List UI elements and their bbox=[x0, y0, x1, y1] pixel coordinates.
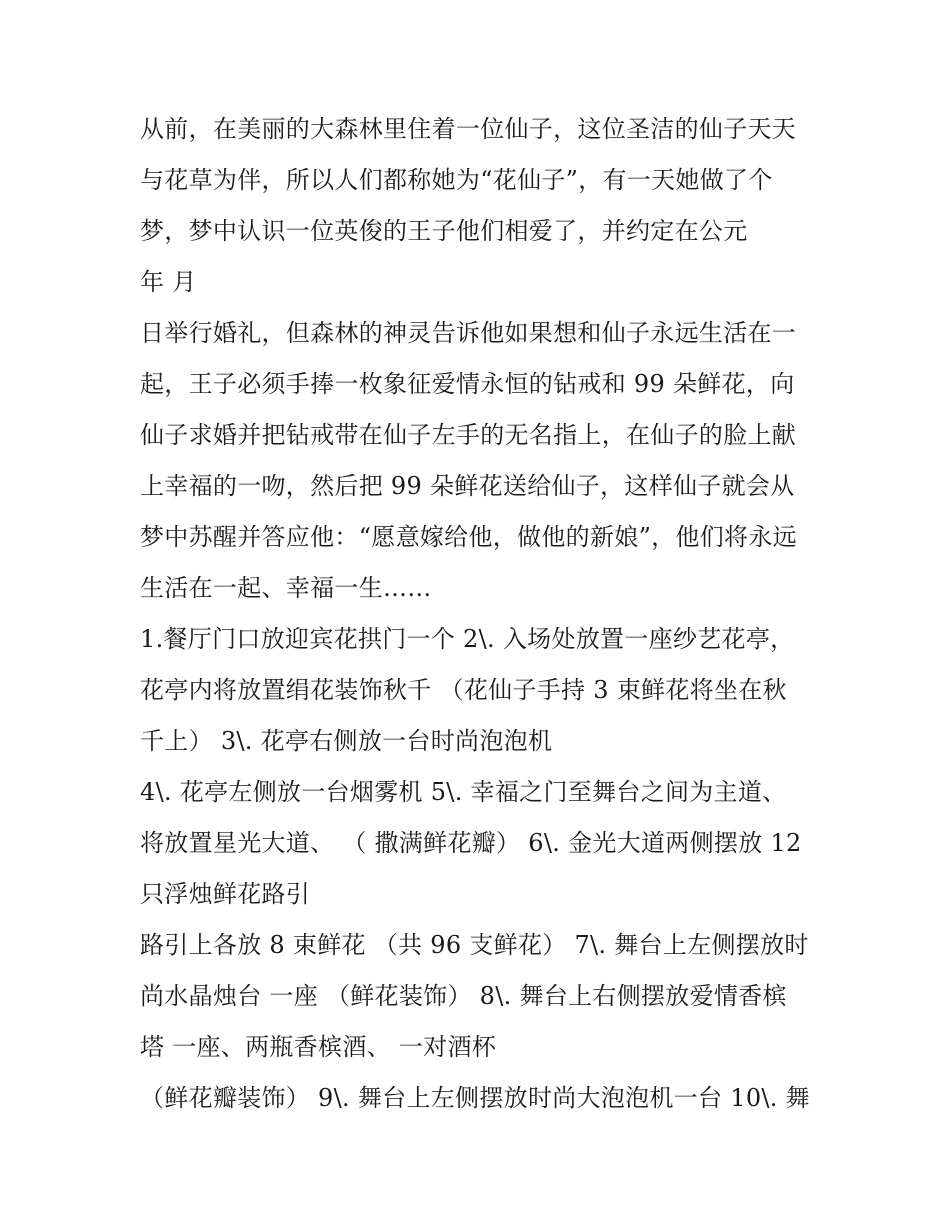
body-text bbox=[140, 104, 830, 1124]
text-line: 与花草为伴，所以人们都称她为“花仙子”，有一天她做了个 bbox=[140, 166, 773, 194]
text-line: 只浮烛鲜花路引 bbox=[140, 880, 311, 908]
text-line: 年 月 bbox=[140, 268, 197, 296]
text-line: 花亭内将放置绢花装饰秋千 （花仙子手持 3 束鲜花将坐在秋 bbox=[140, 676, 787, 704]
text-line: 上幸福的一吻，然后把 99 朵鲜花送给仙子，这样仙子就会从 bbox=[140, 472, 795, 500]
text-line: 塔 一座、两瓶香槟酒、 一对酒杯 bbox=[140, 1033, 497, 1061]
text-line: 起，王子必须手捧一枚象征爱情永恒的钻戒和 99 朵鲜花，向 bbox=[140, 370, 795, 398]
text-line: 4\. 花亭左侧放一台烟雾机 5\. 幸福之门至舞台之间为主道、 bbox=[140, 778, 787, 806]
text-line: 路引上各放 8 束鲜花 （共 96 支鲜花） 7\. 舞台上左侧摆放时 bbox=[140, 931, 809, 959]
text-line: 千上） 3\. 花亭右侧放一台时尚泡泡机 bbox=[140, 727, 553, 755]
text-line: 从前，在美丽的大森林里住着一位仙子，这位圣洁的仙子天天 bbox=[140, 115, 797, 143]
text-line: 尚水晶烛台 一座 （鲜花装饰） 8\. 舞台上右侧摆放爱情香槟 bbox=[140, 982, 787, 1010]
text-line: （鲜花瓣装饰） 9\. 舞台上左侧摆放时尚大泡泡机一台 10\. 舞 bbox=[140, 1084, 810, 1112]
text-line: 仙子求婚并把钻戒带在仙子左手的无名指上，在仙子的脸上献 bbox=[140, 421, 797, 449]
text-line: 1.餐厅门口放迎宾花拱门一个 2\. 入场处放置一座纱艺花亭， bbox=[140, 625, 795, 653]
text-line: 梦中苏醒并答应他：“愿意嫁给他，做他的新娘”，他们将永远 bbox=[140, 523, 797, 551]
text-line: 生活在一起、幸福一生…… bbox=[140, 574, 432, 602]
text-line: 梦，梦中认识一位英俊的王子他们相爱了，并约定在公元 bbox=[140, 217, 748, 245]
text-line: 日举行婚礼，但森林的神灵告诉他如果想和仙子永远生活在一 bbox=[140, 319, 797, 347]
text-line: 将放置星光大道、 （ 撒满鲜花瓣） 6\. 金光大道两侧摆放 12 bbox=[140, 829, 802, 857]
